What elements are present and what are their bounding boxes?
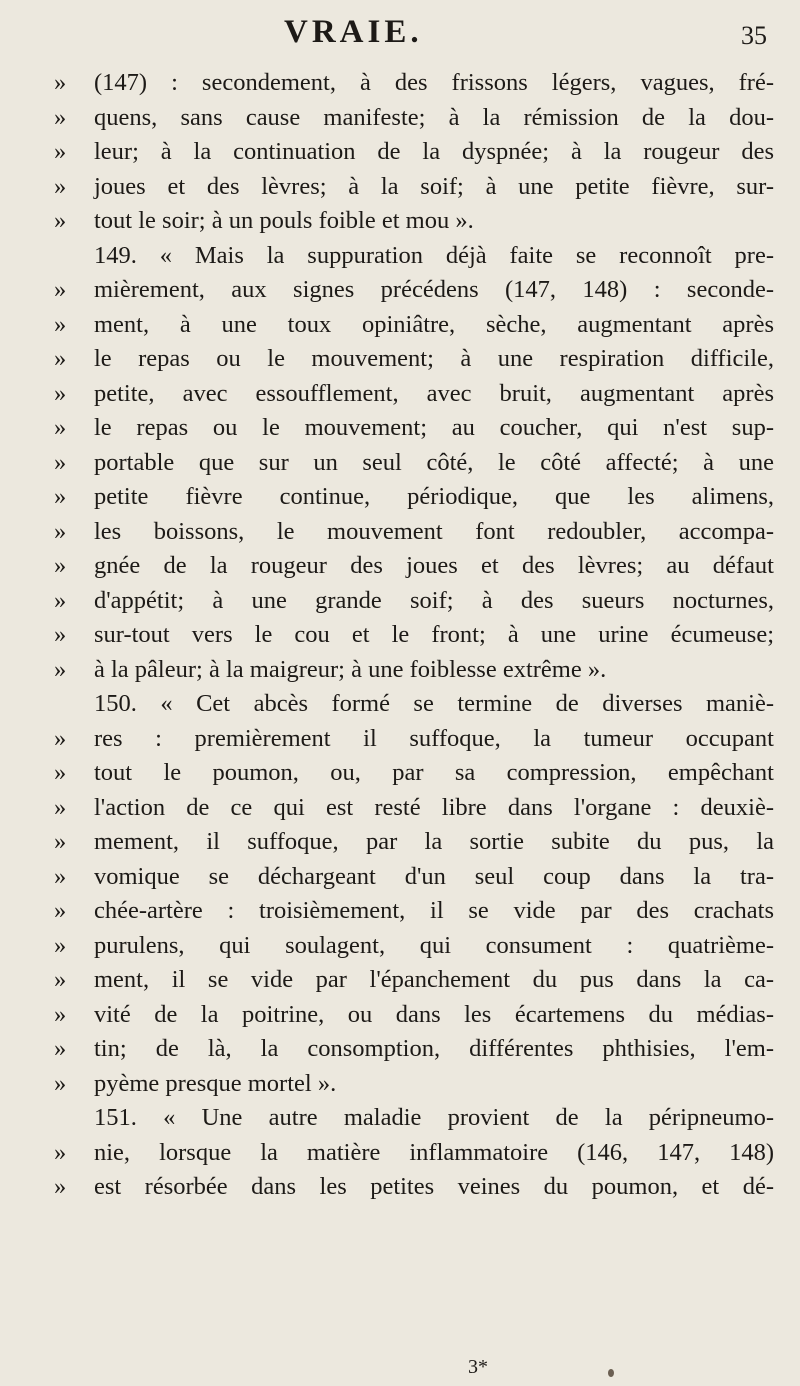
page-header — [0, 14, 800, 64]
quote-mark: » — [54, 897, 67, 924]
text-line — [54, 1032, 774, 1067]
line-text: tout le soir; à un pouls foible et mou ». — [94, 207, 474, 234]
text-line — [54, 101, 774, 136]
body-text — [54, 66, 774, 1205]
text-line — [54, 1067, 774, 1102]
line-text: 151. « Une autre maladie provient de la péripneumo- — [94, 1104, 774, 1131]
quote-mark: » — [54, 517, 67, 545]
quote-mark: » — [54, 828, 67, 855]
line-text: ment, à une toux opiniâtre, sèche, augmentant après — [94, 310, 774, 338]
text-line — [54, 1170, 774, 1205]
line-text: quens, sans cause manifeste; à la rémission de la dou- — [94, 103, 774, 131]
line-text: mièrement, aux signes précédens (147, 148) : seconde- — [94, 276, 774, 303]
line-text: le repas ou le mouvement; au coucher, qui n'est sup- — [94, 414, 774, 441]
text-line — [54, 170, 774, 205]
line-text: res : premièrement il suffoque, la tumeur occupant — [94, 724, 774, 752]
text-line — [54, 756, 774, 791]
quote-mark: » — [54, 862, 67, 890]
text-line — [54, 1136, 774, 1171]
text-line — [94, 1101, 774, 1136]
quote-mark: » — [54, 586, 67, 614]
quote-mark: » — [54, 276, 67, 303]
quote-mark: » — [54, 414, 67, 441]
line-text: leur; à la continuation de la dyspnée; à la rougeur des — [94, 138, 774, 165]
quote-mark: » — [54, 483, 67, 510]
line-text: tout le poumon, ou, par sa compression, empêchant — [94, 759, 774, 786]
line-text: mement, il suffoque, par la sortie subite du pus, la — [94, 828, 774, 855]
text-line — [54, 377, 774, 412]
line-text: les boissons, le mouvement font redoubler, accompa- — [94, 517, 774, 545]
text-line — [54, 411, 774, 446]
text-line — [54, 342, 774, 377]
text-line — [54, 584, 774, 619]
text-line — [54, 515, 774, 550]
quote-mark: » — [54, 931, 67, 959]
quote-mark: » — [54, 207, 67, 234]
quote-mark: » — [54, 1173, 67, 1200]
line-text: 149. « Mais la suppuration déjà faite se reconnoît pre- — [94, 241, 774, 269]
quote-mark: » — [54, 1138, 67, 1166]
quote-mark: » — [54, 310, 67, 338]
text-line — [54, 860, 774, 895]
text-line — [54, 791, 774, 826]
running-title: VRAIE. — [284, 14, 423, 50]
quote-mark: » — [54, 103, 67, 131]
quote-mark: » — [54, 345, 67, 372]
signature-mark: 3* — [468, 1356, 488, 1378]
line-text: 150. « Cet abcès formé se termine de diverses maniè- — [94, 690, 774, 717]
line-text: pyème presque mortel ». — [94, 1069, 337, 1097]
quote-mark: » — [54, 448, 67, 476]
quote-mark: » — [54, 172, 67, 200]
text-line — [54, 722, 774, 757]
text-line — [54, 273, 774, 308]
ink-spot-icon — [608, 1369, 614, 1377]
text-line — [54, 204, 774, 239]
line-text: est résorbée dans les petites veines du poumon, et dé- — [94, 1173, 774, 1200]
page-number: 35 — [741, 21, 767, 50]
line-text: ment, il se vide par l'épanchement du pus dans la ca- — [94, 966, 774, 993]
line-text: chée-artère : troisièmement, il se vide par des crachats — [94, 897, 774, 924]
quote-mark: » — [54, 793, 67, 821]
line-text: petite, avec essoufflement, avec bruit, augmentant après — [94, 379, 774, 407]
quote-mark: » — [54, 759, 67, 786]
quote-mark: » — [54, 724, 67, 752]
line-text: petite fièvre continue, périodique, que les alimens, — [94, 483, 774, 510]
text-line — [54, 480, 774, 515]
line-text: gnée de la rougeur des joues et des lèvres; au défaut — [94, 552, 774, 579]
text-line — [94, 687, 774, 722]
quote-mark: » — [54, 69, 67, 96]
text-line — [94, 239, 774, 274]
text-line — [54, 618, 774, 653]
text-line — [54, 549, 774, 584]
line-text: sur-tout vers le cou et le front; à une urine écumeuse; — [94, 621, 774, 648]
text-line — [54, 308, 774, 343]
text-line — [54, 66, 774, 101]
line-text: nie, lorsque la matière inflammatoire (146, 147, 148) — [94, 1138, 774, 1166]
quote-mark: » — [54, 552, 67, 579]
line-text: portable que sur un seul côté, le côté affecté; à une — [94, 448, 774, 476]
text-line — [54, 653, 774, 688]
text-line — [54, 998, 774, 1033]
quote-mark: » — [54, 1069, 67, 1097]
line-text: vomique se déchargeant d'un seul coup dans la tra- — [94, 862, 774, 890]
text-line — [54, 894, 774, 929]
quote-mark: » — [54, 138, 67, 165]
quote-mark: » — [54, 1000, 67, 1028]
line-text: vité de la poitrine, ou dans les écartemens du médias- — [94, 1000, 774, 1028]
text-line — [54, 446, 774, 481]
quote-mark: » — [54, 379, 67, 407]
text-line — [54, 963, 774, 998]
quote-mark: » — [54, 655, 67, 683]
quote-mark: » — [54, 1035, 67, 1062]
quote-mark: » — [54, 966, 67, 993]
line-text: joues et des lèvres; à la soif; à une petite fièvre, sur- — [94, 172, 774, 200]
text-line — [54, 825, 774, 860]
line-text: (147) : secondement, à des frissons légers, vagues, fré- — [94, 69, 774, 96]
line-text: le repas ou le mouvement; à une respiration difficile, — [94, 345, 774, 372]
quote-mark: » — [54, 621, 67, 648]
line-text: l'action de ce qui est resté libre dans l'organe : deuxiè- — [94, 793, 774, 821]
line-text: d'appétit; à une grande soif; à des sueurs nocturnes, — [94, 586, 774, 614]
line-text: purulens, qui soulagent, qui consument : quatrième- — [94, 931, 774, 959]
line-text: tin; de là, la consomption, différentes phthisies, l'em- — [94, 1035, 774, 1062]
text-line — [54, 135, 774, 170]
text-line — [54, 929, 774, 964]
line-text: à la pâleur; à la maigreur; à une foiblesse extrême ». — [94, 655, 607, 683]
